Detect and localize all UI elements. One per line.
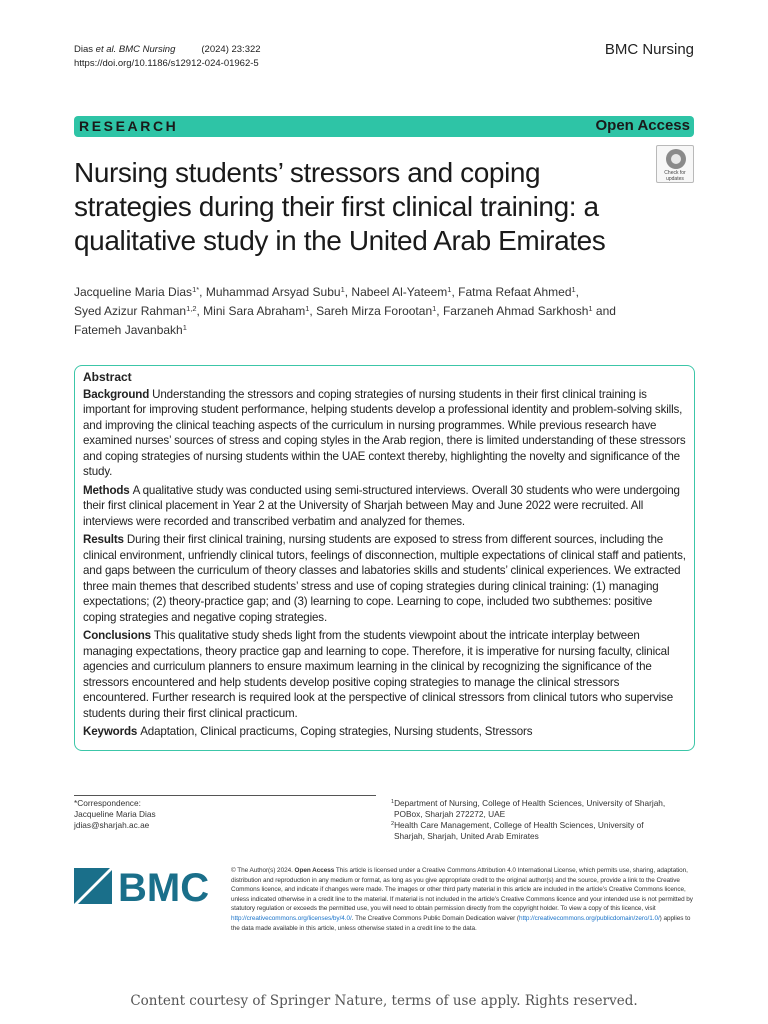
abstract-background: Background Understanding the stressors and coping strategies of nursing students in their first clinical training is important for improving student performance, helping students develop a professional identity and problem-solving skills, and improving the clinical teaching aspects of the curriculum in nursing programmes. While previous research have examined nurses’ sources of stress and coping styles in the Arab region, there is limited understanding of these stressors and coping strategies of nursing students within the UAE context thereby, highlighting the novelty and significance of the study. <box>83 387 686 478</box>
author[interactable]: Jacqueline Maria Dias$^{1*}$ <box>74 285 200 299</box>
bmc-logo-mark <box>74 866 214 906</box>
abstract-keywords: Keywords Adaptation, Clinical practicums, Coping strategies, Nursing students, Stressors <box>83 725 533 738</box>
bmc-logo <box>74 866 214 906</box>
abstract-conclusions: Conclusions This qualitative study sheds light from the students viewpoint about the intricate interplay between managing expectations, theory practice gap and learning to cope. Therefore, it is imperative for nursing faculty, clinical agencies and curriculum planners to ensure maximum learning in the clinical by recognizing the significance of the stressors encountered and help students develop positive coping strategies to manage the clinical stressors encountered. Further research is required look at the perspective of clinical stressors from clinical tutors who supervise students during their first clinical practicum. <box>83 629 673 720</box>
author[interactable]: Syed Azizur Rahman$^{1,2}$ <box>74 304 197 318</box>
bmc-logo-text: BMC <box>118 866 210 906</box>
citation-line <box>74 43 261 57</box>
check-for-updates-badge[interactable] <box>656 145 694 183</box>
author-list: Jacqueline Maria Dias$^{1*}$, Muhammad Arsyad Subu$^1$, Nabeel Al-Yateem$^1$, Fatma Refaat Ahmed$^1$, Syed Azizur Rahman$^{1,2}$, Mini Sara Abraham$^1$, Sareh Mirza Forootan$^1$, Farzaneh Ahmad Sarkhosh$^1$ and Fatemeh Javanbakh$^1$ <box>74 285 616 337</box>
author[interactable]: Nabeel Al-Yateem$^1$ <box>351 285 452 299</box>
abstract-methods: Methods A qualitative study was conducted using semi-structured interviews. Overall 30 students who were undergoing their first clinical placement in Year 2 at the University of Sharjah between May and June 2022 were recruited. All interviews were recorded and transcribed verbatim and analyzed for themes. <box>83 483 680 528</box>
section-banner <box>74 116 694 137</box>
license-text: © The Author(s) 2024. Open Access This article is licensed under a Creative Commons Attribution 4.0 International License, which permits use, sharing, adaptation, distribution and reproduction in any medium or format, as long as you give appropriate credit to the original author(s) and the source, provide a link to the Creative Commons licence, and indicate if changes were made. The images or other third party material in this article are included in the article’s Creative Commons licence, unless indicated otherwise in a credit line to the material. If material is not included in the article’s Creative Commons licence and your intended use is not permitted by statutory regulation or exceeds the permitted use, you will need to obtain permission directly from the copyright holder. To view a copy of this licence, visit http://creativecommons.org/licenses/by/4.0/. The Creative Commons Public Domain Dedication waiver (http://creativecommons.org/publicdomain/zero/1.0/) applies to the data made available in this article, unless otherwise stated in a credit line to the data. <box>231 867 693 932</box>
page-footer: Content courtesy of Springer Nature, terms of use apply. Rights reserved. <box>130 993 638 1009</box>
citation-year: (2024) 23:322 <box>201 44 261 55</box>
author[interactable]: Sareh Mirza Forootan$^1$ <box>316 304 437 318</box>
abstract-results: Results During their first clinical training, nursing students are exposed to stress from different sources, including the clinical environment, unfriendly clinical tutors, feelings of disconnection, multiple expectations of clinical staff and patients, and gaps between the curriculum of theory classes and labatories skills and students’ clinical experiences. We extracted three main themes that described students’ stress and use of coping strategies during clinical training: (1) managing expectations; (2) theory-practice gap; and (3) learning to cope. Learning to cope, included two subthemes: positive coping strategies and negative coping strategies. <box>83 533 686 624</box>
author[interactable]: Fatma Refaat Ahmed$^1$ <box>458 285 576 299</box>
open-access-label: Open Access <box>595 117 690 134</box>
journal-name: BMC Nursing <box>604 41 694 58</box>
update-icon <box>666 149 686 169</box>
abstract-heading: Abstract <box>83 370 132 384</box>
author[interactable]: Fatemeh Javanbakh$^1$ <box>74 323 187 337</box>
author[interactable]: Mini Sara Abraham$^1$ <box>203 304 310 318</box>
affiliations: $^1$Department of Nursing, College of Health Sciences, University of Sharjah, POBox, Sharjah 272272, UAE $^2$Health Care Management, College of Health Sciences, University of Sharjah, Sharjah, United Arab Emirates <box>391 798 666 841</box>
license-link[interactable]: http://creativecommons.org/licenses/by/4.0/ <box>231 914 352 922</box>
abstract-box <box>74 365 695 751</box>
public-domain-link[interactable]: http://creativecommons.org/publicdomain/zero/1.0/ <box>518 914 660 922</box>
footnote-divider <box>74 795 376 796</box>
author[interactable]: Farzaneh Ahmad Sarkhosh$^1$ <box>442 304 593 318</box>
correspondence: *Correspondence: Jacqueline Maria Dias jdias@sharjah.ac.ae <box>74 798 156 830</box>
section-label: RESEARCH <box>79 118 179 134</box>
citation-authors: Dias <box>74 44 96 55</box>
author[interactable]: Muhammad Arsyad Subu$^1$ <box>205 285 345 299</box>
doi-link[interactable]: https://doi.org/10.1186/s12912-024-01962-5 <box>74 58 259 69</box>
article-title: Nursing students’ stressors and coping strategies during their first clinical training: a qualitative study in the United Arab Emirates <box>74 157 606 256</box>
citation-journal: et al. BMC Nursing <box>95 44 176 55</box>
citation-header <box>74 43 261 71</box>
correspondence-email[interactable]: jdias@sharjah.ac.ae <box>74 820 150 830</box>
check-for-updates-text: Check for updates <box>664 170 686 182</box>
